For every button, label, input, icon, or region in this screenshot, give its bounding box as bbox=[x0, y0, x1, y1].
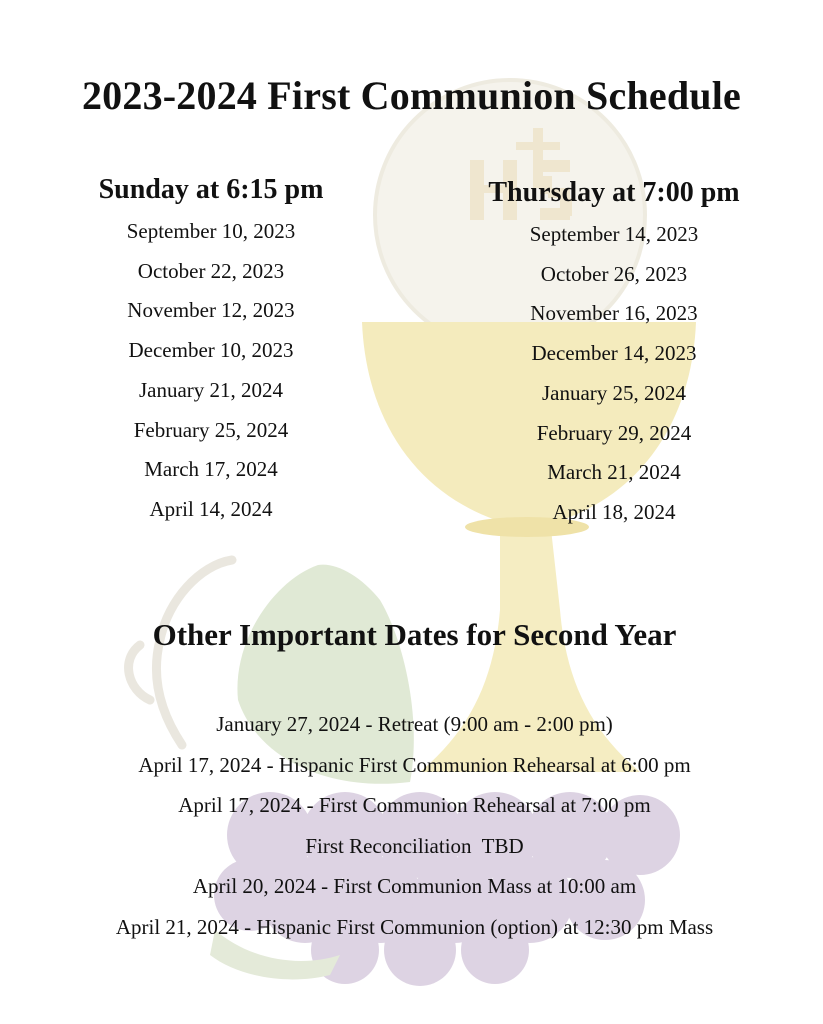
sunday-date: September 10, 2023 bbox=[126, 219, 296, 243]
sunday-date: November 12, 2023 bbox=[127, 298, 295, 323]
thursday-schedule bbox=[462, 177, 766, 533]
other-date-item: January 27, 2024 - Retreat (9:00 am - 2:00 pm) bbox=[216, 712, 613, 736]
other-date-item: April 20, 2024 - First Communion Mass at 10:00 am bbox=[192, 874, 637, 898]
other-dates-heading: Other Important Dates for Second Year bbox=[152, 617, 677, 652]
other-date-item: April 17, 2024 - First Communion Rehearsal at 7:00 pm bbox=[178, 793, 651, 817]
thursday-date-list bbox=[462, 215, 766, 533]
sunday-date: January 21, 2024 bbox=[138, 377, 284, 402]
thursday-date: April 18, 2024 bbox=[552, 499, 676, 524]
sunday-heading: Sunday at 6:15 pm bbox=[98, 174, 324, 205]
thursday-heading: Thursday at 7:00 pm bbox=[488, 177, 740, 208]
sunday-date-list bbox=[60, 212, 362, 530]
thursday-date: February 29, 2024 bbox=[536, 420, 692, 445]
sunday-date: December 10, 2023 bbox=[128, 338, 294, 363]
sunday-date: February 25, 2024 bbox=[133, 417, 289, 442]
sunday-schedule bbox=[60, 174, 362, 530]
other-date-item: April 17, 2024 - Hispanic First Communion Rehearsal at 6:00 pm bbox=[138, 752, 691, 777]
other-date-item: April 21, 2024 - Hispanic First Communion (option) at 12:30 pm Mass bbox=[115, 914, 714, 939]
sunday-date: March 17, 2024 bbox=[144, 457, 278, 482]
thursday-date: September 14, 2023 bbox=[529, 222, 699, 246]
page-title: 2023-2024 First Communion Schedule bbox=[81, 73, 742, 118]
thursday-date: December 14, 2023 bbox=[531, 341, 697, 366]
thursday-date: March 21, 2024 bbox=[547, 460, 681, 485]
sunday-date: October 22, 2023 bbox=[137, 258, 285, 283]
thursday-date: January 25, 2024 bbox=[541, 380, 687, 405]
thursday-date: November 16, 2023 bbox=[530, 301, 698, 326]
sunday-date: April 14, 2024 bbox=[149, 496, 273, 521]
other-dates-list bbox=[0, 704, 823, 947]
thursday-date: October 26, 2023 bbox=[540, 261, 688, 286]
other-date-item: First Reconciliation TBD bbox=[305, 833, 524, 858]
